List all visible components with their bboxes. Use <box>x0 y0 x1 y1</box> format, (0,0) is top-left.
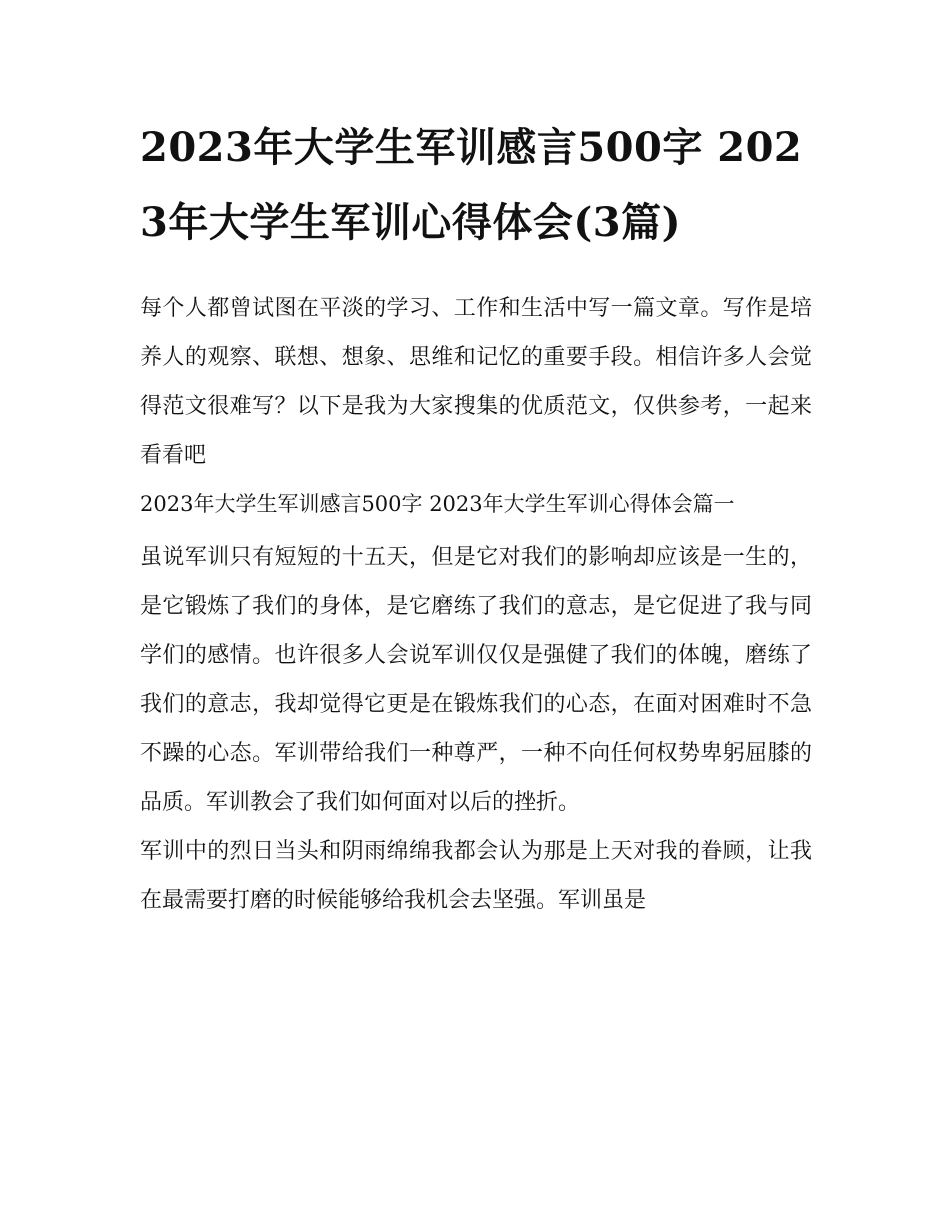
section-heading: 2023年大学生军训感言500字 2023年大学生军训心得体会篇一 <box>140 492 735 516</box>
intro-paragraph: 每个人都曾试图在平淡的学习、工作和生活中写一篇文章。写作是培养人的观察、联想、想象、思维和记忆的重要手段。相信许多人会觉得范文很难写？以下是我为大家搜集的优质范文，仅供参考，一起来看看吧 <box>140 296 812 468</box>
document-body <box>140 110 812 925</box>
body-paragraph-2: 军训中的烈日当头和阴雨绵绵我都会认为那是上天对我的眷顾，让我在最需要打磨的时候能够给我机会去坚强。军训虽是 <box>140 839 812 913</box>
body-paragraph-1: 虽说军训只有短短的十五天，但是它对我们的影响却应该是一生的，是它锻炼了我们的身体，是它磨练了我们的意志，是它促进了我与同学们的感情。也许很多人会说军训仅仅是强健了我们的体魄，磨练了我们的意志，我却觉得它更是在锻炼我们的心态，在面对困难时不急不躁的心态。军训带给我们一种尊严，一种不向任何权势卑躬屈膝的品质。军训教会了我们如何面对以后的挫折。 <box>140 545 812 815</box>
document-title: 2023年大学生军训感言500字 2023年大学生军训心得体会(3篇) <box>140 124 803 246</box>
